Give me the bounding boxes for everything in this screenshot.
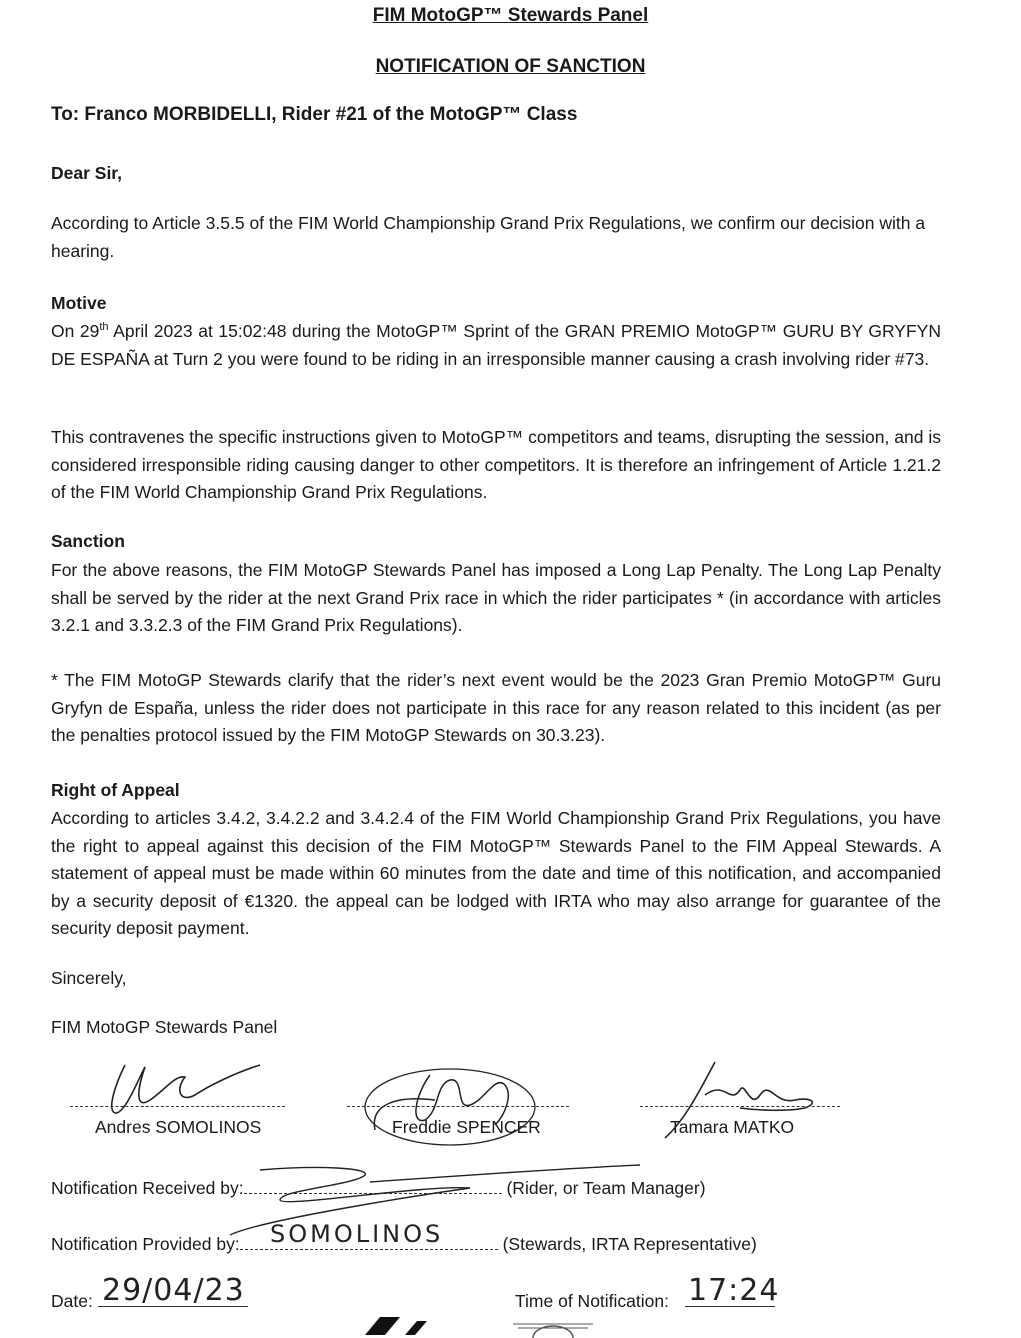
appeal-heading: Right of Appeal: [51, 780, 180, 800]
signature-somolinos: [95, 1055, 295, 1125]
signature-spencer: [355, 1055, 555, 1155]
signatory-name-somolinos: Andres SOMOLINOS: [95, 1117, 262, 1137]
time-label: Time of Notification:: [515, 1291, 669, 1311]
infringement-paragraph: This contravenes the specific instructions given to MotoGP™ competitors and teams, disrupting the session, and is considered irresponsible riding causing danger to other competitors. It is therefore an infringement of Article 1.21.2 of the FIM World Championship Grand Prix Regulations.: [51, 427, 941, 502]
date-value: 29/04/23: [102, 1273, 245, 1308]
date-label: Date:: [51, 1291, 93, 1311]
document-title: NOTIFICATION OF SANCTION: [375, 56, 646, 77]
panel-title: FIM MotoGP™ Stewards Panel: [372, 5, 649, 26]
appeal-paragraph: According to articles 3.4.2, 3.4.2.2 and 3.4.2.4 of the FIM World Championship Grand Prix Regulations, you have the right to appeal against this decision of the FIM MotoGP™ Stewards Panel to the FIM Appeal Stewards. A statement of appeal must be made within 60 minutes from the date and time of this notification, and accompanied by a security deposit of €1320. the appeal can be lodged with IRTA who may also arrange for guarantee of the security deposit payment.: [51, 808, 941, 938]
signature-line-somolinos: [70, 1106, 285, 1107]
intro-paragraph: According to Article 3.5.5 of the FIM World Championship Grand Prix Regulations, we confirm our decision with a hearing.: [51, 213, 926, 261]
recipient-line: To: Franco MORBIDELLI, Rider #21 of the MotoGP™ Class: [51, 104, 578, 125]
sanction-paragraph: For the above reasons, the FIM MotoGP Stewards Panel has imposed a Long Lap Penalty. The Long Lap Penalty shall be served by the rider at the next Grand Prix race in which the rider participates * (in accordance with articles 3.2.1 and 3.3.2.3 of the FIM Grand Prix Regulations).: [51, 560, 941, 635]
signature-line-spencer: [347, 1106, 569, 1107]
signatory-name-spencer: Freddie SPENCER: [392, 1117, 541, 1137]
motive-text: April 2023 at 15:02:48 during the MotoGP™ Sprint of the GRAN PREMIO MotoGP™ GURU BY GRYFYN DE ESPAÑA at Turn 2 you were found to be riding in an irresponsible manner causing a crash involving rider #73.: [51, 321, 941, 369]
provided-role: (Stewards, IRTA Representative): [502, 1234, 757, 1254]
motive-paragraph: [51, 318, 941, 373]
provided-handwriting: SOMOLINOS: [270, 1220, 444, 1248]
signoff: FIM MotoGP Stewards Panel: [51, 1017, 278, 1037]
sanction-heading: Sanction: [51, 531, 125, 551]
provided-field: [240, 1249, 498, 1250]
provided-label: Notification Provided by:: [51, 1234, 240, 1254]
received-label: Notification Received by:: [51, 1178, 244, 1198]
motive-date-suffix: th: [99, 321, 109, 334]
signature-line-matko: [640, 1106, 840, 1107]
closing: Sincerely,: [51, 968, 127, 988]
sanction-note: * The FIM MotoGP Stewards clarify that the rider’s next event would be the 2023 Gran Premio MotoGP™ Guru Gryfyn de España, unless the rider does not participate in this race for any reason related to this incident (as per the penalties protocol issued by the FIM MotoGP Stewards on 30.3.23).: [51, 670, 941, 745]
signatory-name-matko: Tamara MATKO: [670, 1117, 795, 1137]
motive-heading: Motive: [51, 293, 107, 313]
motive-date-prefix: On 29: [51, 321, 100, 341]
time-value: 17:24: [688, 1273, 780, 1308]
received-role: (Rider, or Team Manager): [506, 1178, 706, 1198]
fim-seal-icon: [508, 1318, 598, 1338]
motogp-logo: [355, 1315, 435, 1335]
salutation: Dear Sir,: [51, 163, 123, 183]
notification-provided-row: [51, 1231, 971, 1259]
